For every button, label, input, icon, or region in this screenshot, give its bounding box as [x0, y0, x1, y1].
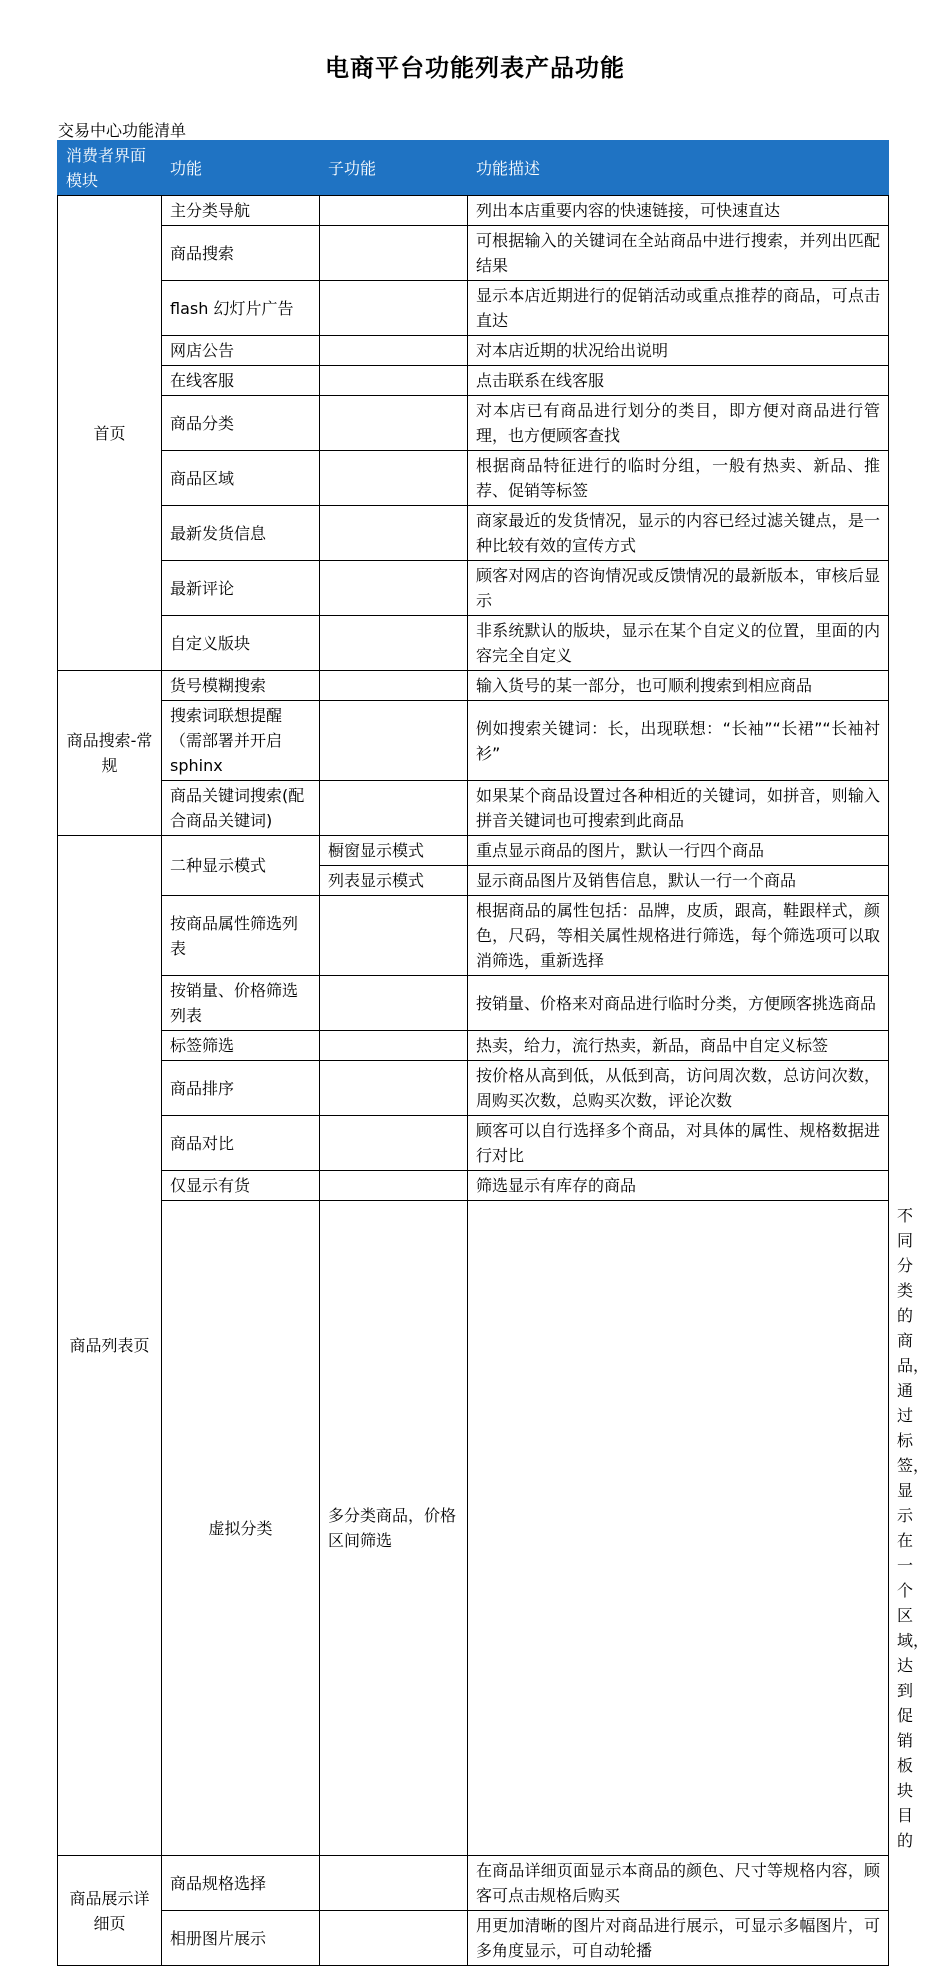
table-row [58, 196, 889, 226]
description-cell: 点击联系在线客服 [468, 366, 889, 396]
description-cell: 按价格从高到低，从低到高，访问周次数，总访问次数，周购买次数，总购买次数，评论次数 [468, 1061, 889, 1116]
description-cell: 用更加清晰的图片对商品进行展示，可显示多幅图片，可多角度显示，可自动轮播 [468, 1911, 889, 1966]
table-row [58, 506, 889, 561]
feature-cell: 商品对比 [162, 1116, 320, 1171]
subfeature-cell [320, 896, 468, 976]
feature-cell: 最新发货信息 [162, 506, 320, 561]
module-cell: 商品展示详细页 [58, 1856, 162, 1966]
description-cell: 顾客可以自行选择多个商品，对具体的属性、规格数据进行对比 [468, 1116, 889, 1171]
table-row [58, 1171, 889, 1201]
table-row [58, 281, 889, 336]
table-row: 虚拟分类 多分类商品，价格区间筛选 不同分类的商品，通过标签，显示在一个区域，达到促销板块目的 [58, 1201, 889, 1856]
table-row [58, 896, 889, 976]
subfeature-cell [320, 1031, 468, 1061]
subfeature-cell [320, 976, 468, 1031]
feature-cell: 商品区域 [162, 451, 320, 506]
table-row [58, 701, 889, 781]
table-row [58, 396, 889, 451]
description-cell: 对本店近期的状况给出说明 [468, 336, 889, 366]
subfeature-cell [320, 366, 468, 396]
table-row [58, 561, 889, 616]
module-cell: 虚拟分类 [162, 1201, 320, 1856]
description-cell: 热卖，给力，流行热卖，新品，商品中自定义标签 [468, 1031, 889, 1061]
subfeature-cell [320, 1856, 468, 1911]
subfeature-cell [320, 561, 468, 616]
feature-cell: 二种显示模式 [162, 836, 320, 896]
feature-cell: 商品规格选择 [162, 1856, 320, 1911]
subfeature-cell [320, 1171, 468, 1201]
table-row [58, 1116, 889, 1171]
table-row [58, 366, 889, 396]
module-cell: 商品列表页 [58, 836, 162, 1856]
description-cell: 根据商品的属性包括：品牌，皮质，跟高，鞋跟样式，颜色，尺码，等相关属性规格进行筛选，每个筛选项可以取消筛选，重新选择 [468, 896, 889, 976]
feature-cell: 最新评论 [162, 561, 320, 616]
subfeature-cell [320, 506, 468, 561]
subfeature-cell [320, 1116, 468, 1171]
description-cell: 非系统默认的版块，显示在某个自定义的位置，里面的内容完全自定义 [468, 616, 889, 671]
description-cell: 按销量、价格来对商品进行临时分类，方便顾客挑选商品 [468, 976, 889, 1031]
subfeature-cell [320, 701, 468, 781]
description-cell: 例如搜索关键词：长，出现联想：“长袖”“长裙”“长袖衬衫” [468, 701, 889, 781]
feature-cell: 相册图片展示 [162, 1911, 320, 1966]
feature-cell: 标签筛选 [162, 1031, 320, 1061]
feature-cell: 商品搜索 [162, 226, 320, 281]
description-cell: 列出本店重要内容的快速链接，可快速直达 [468, 196, 889, 226]
feature-table [57, 140, 930, 1966]
section-subtitle: 交易中心功能清单 [58, 121, 187, 140]
description-cell: 筛选显示有库存的商品 [468, 1171, 889, 1201]
feature-cell: 按销量、价格筛选列表 [162, 976, 320, 1031]
description-cell: 顾客对网店的咨询情况或反馈情况的最新版本，审核后显示 [468, 561, 889, 616]
description-cell: 根据商品特征进行的临时分组，一般有热卖、新品、推荐、促销等标签 [468, 451, 889, 506]
description-cell: 重点显示商品的图片，默认一行四个商品 [468, 836, 889, 866]
table-row [58, 1856, 889, 1911]
feature-cell: 商品关键词搜索(配合商品关键词) [162, 781, 320, 836]
subfeature-cell [320, 196, 468, 226]
subfeature-cell [320, 1911, 468, 1966]
feature-cell: 自定义版块 [162, 616, 320, 671]
subfeature-cell: 橱窗显示模式 [320, 836, 468, 866]
subfeature-cell [320, 336, 468, 366]
table-row [58, 976, 889, 1031]
subfeature-cell [320, 616, 468, 671]
header-module: 消费者界面模块 [58, 141, 162, 196]
description-cell: 商家最近的发货情况，显示的内容已经过滤关键点，是一种比较有效的宣传方式 [468, 506, 889, 561]
feature-cell: flash 幻灯片广告 [162, 281, 320, 336]
table-row [58, 1031, 889, 1061]
table-row [58, 836, 889, 866]
table-row [58, 671, 889, 701]
feature-cell: 主分类导航 [162, 196, 320, 226]
feature-cell: 在线客服 [162, 366, 320, 396]
subfeature-cell [320, 396, 468, 451]
description-cell: 如果某个商品设置过各种相近的关键词，如拼音，则输入拼音关键词也可搜索到此商品 [468, 781, 889, 836]
subfeature-cell [320, 451, 468, 506]
description-cell: 显示本店近期进行的促销活动或重点推荐的商品，可点击直达 [468, 281, 889, 336]
feature-cell: 搜索词联想提醒（需部署并开启 sphinx [162, 701, 320, 781]
feature-cell: 货号模糊搜索 [162, 671, 320, 701]
header-subfeature: 子功能 [320, 141, 468, 196]
header-description: 功能描述 [468, 141, 889, 196]
subfeature-cell [320, 281, 468, 336]
table-row [58, 451, 889, 506]
description-cell: 可根据输入的关键词在全站商品中进行搜索，并列出匹配结果 [468, 226, 889, 281]
table-row [58, 226, 889, 281]
header-feature: 功能 [162, 141, 320, 196]
description-cell: 输入货号的某一部分，也可顺利搜索到相应商品 [468, 671, 889, 701]
subfeature-cell [320, 226, 468, 281]
feature-cell: 商品分类 [162, 396, 320, 451]
table-row [58, 1911, 889, 1966]
subfeature-cell [468, 1201, 889, 1856]
feature-cell: 商品排序 [162, 1061, 320, 1116]
table-header-row [58, 141, 889, 196]
module-cell: 商品搜索-常规 [58, 671, 162, 836]
table-row [58, 1061, 889, 1116]
table-row [58, 336, 889, 366]
description-cell: 在商品详细页面显示本商品的颜色、尺寸等规格内容，顾客可点击规格后购买 [468, 1856, 889, 1911]
module-cell: 首页 [58, 196, 162, 671]
feature-cell: 仅显示有货 [162, 1171, 320, 1201]
subfeature-cell: 列表显示模式 [320, 866, 468, 896]
feature-cell: 网店公告 [162, 336, 320, 366]
subfeature-cell [320, 781, 468, 836]
table-row [58, 781, 889, 836]
feature-cell: 多分类商品，价格区间筛选 [320, 1201, 468, 1856]
description-cell: 显示商品图片及销售信息，默认一行一个商品 [468, 866, 889, 896]
feature-cell: 按商品属性筛选列表 [162, 896, 320, 976]
table-row [58, 616, 889, 671]
subfeature-cell [320, 671, 468, 701]
page-title: 电商平台功能列表产品功能 [325, 54, 625, 82]
description-cell: 对本店已有商品进行划分的类目，即方便对商品进行管理，也方便顾客查找 [468, 396, 889, 451]
subfeature-cell [320, 1061, 468, 1116]
